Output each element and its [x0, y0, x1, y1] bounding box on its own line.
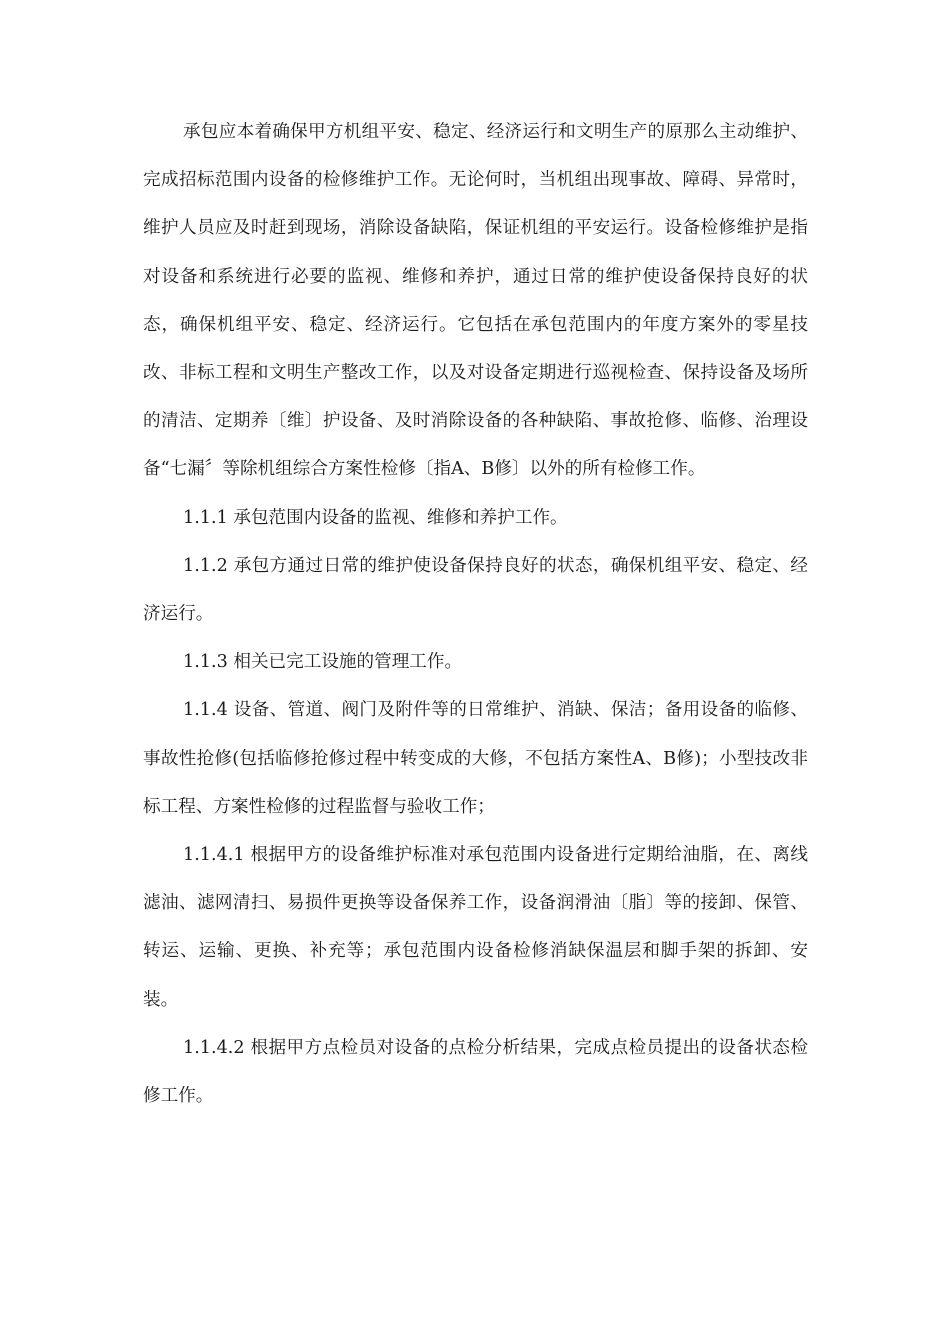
paragraph-1-1-4: 1.1.4 设备、管道、阀门及附件等的日常维护、消缺、保洁；备用设备的临修、事故性抢修(包括临修抢修过程中转变成的大修，不包括方案性A、B修)；小型技改非标工程、方案性检修的过程监督与验收工作； [143, 700, 808, 817]
document-body [143, 108, 808, 1120]
paragraph-1-1-4-2: 1.1.4.2 根据甲方点检员对设备的点检分析结果，完成点检员提出的设备状态检修工作。 [143, 1037, 808, 1107]
paragraph-intro: 承包应本着确保甲方机组平安、稳定、经济运行和文明生产的原那么主动维护、完成招标范围内设备的检修维护工作。无论何时，当机组出现事故、障碍、异常时，维护人员应及时赶到现场，消除设备缺陷，保证机组的平安运行。设备检修维护是指对设备和系统进行必要的监视、维修和养护，通过日常的维护使设备保持良好的状态，确保机组平安、稳定、经济运行。它包括在承包范围内的年度方案外的零星技改、非标工程和文明生产整改工作，以及对设备定期进行巡视检查、保持设备及场所的清洁、定期养〔维〕护设备、及时消除设备的各种缺陷、事故抢修、临修、治理设备“七漏〞等除机组综合方案性检修〔指A、B修〕以外的所有检修工作。 [143, 122, 808, 480]
paragraph-1-1-4-1: 1.1.4.1 根据甲方的设备维护标准对承包范围内设备进行定期给油脂，在、离线滤油、滤网清扫、易损件更换等设备保养工作，设备润滑油〔脂〕等的接卸、保管、转运、运输、更换、补充等；承包范围内设备检修消缺保温层和脚手架的拆卸、安装。 [143, 845, 808, 1010]
paragraph-1-1-2: 1.1.2 承包方通过日常的维护使设备保持良好的状态，确保机组平安、稳定、经济运行。 [143, 555, 808, 625]
paragraph-1-1-3: 1.1.3 相关已完工设施的管理工作。 [183, 652, 463, 673]
paragraph-1-1-1: 1.1.1 承包范围内设备的监视、维修和养护工作。 [183, 507, 568, 528]
